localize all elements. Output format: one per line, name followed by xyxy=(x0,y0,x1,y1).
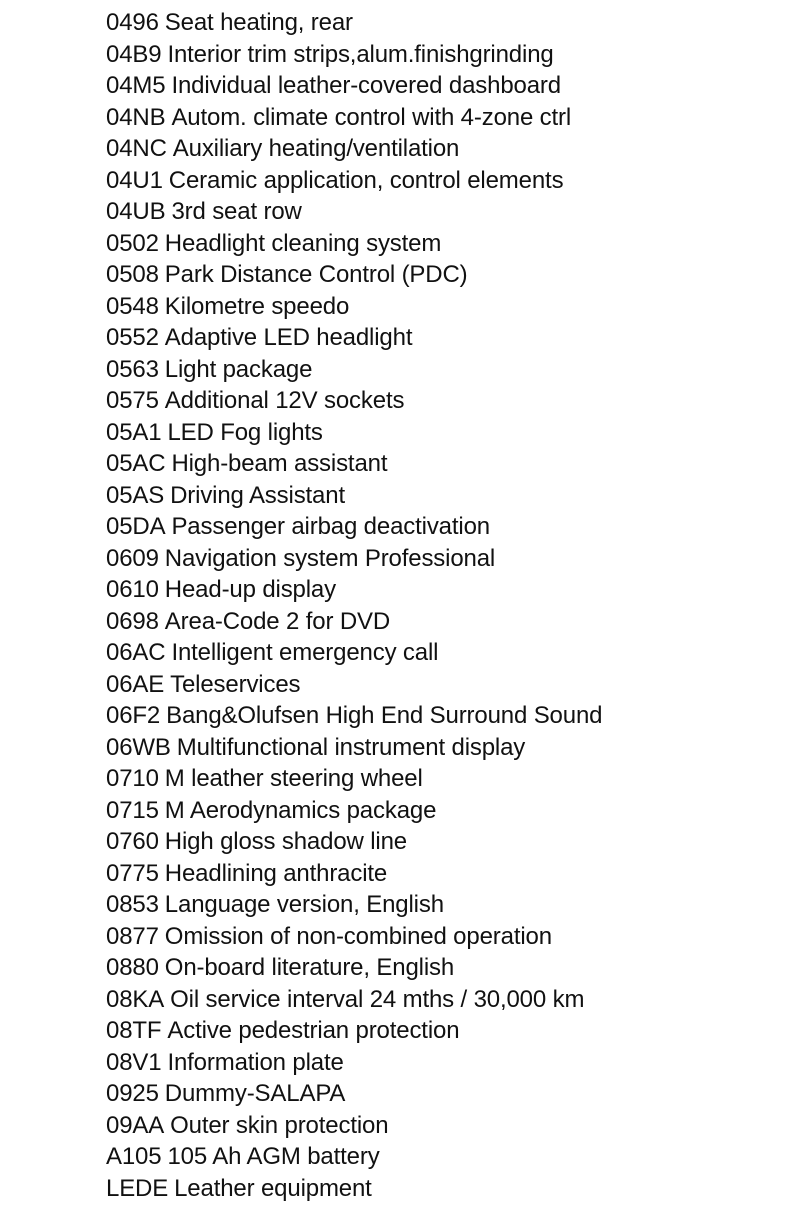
option-item xyxy=(106,7,602,39)
option-code: A105 xyxy=(106,1143,162,1170)
option-code: 06F2 xyxy=(106,702,161,729)
option-item xyxy=(106,1078,602,1110)
option-description: Headlight cleaning system xyxy=(164,229,442,257)
option-description: Area-Code 2 for DVD xyxy=(164,607,391,635)
option-item xyxy=(106,385,602,417)
option-description: M leather steering wheel xyxy=(164,765,423,792)
option-description: Driving Assistant xyxy=(170,481,345,509)
option-description: Additional 12V sockets xyxy=(164,387,405,414)
option-description: Seat heating, rear xyxy=(164,9,353,36)
option-item xyxy=(106,291,602,323)
option-description: M Aerodynamics package xyxy=(164,796,437,824)
option-item xyxy=(106,448,602,480)
option-item xyxy=(106,322,602,354)
option-description: High gloss shadow line xyxy=(164,828,407,855)
option-description: Interior trim strips,alum.finishgrinding xyxy=(167,40,554,68)
option-description: Oil service interval 24 mths / 30,000 km xyxy=(170,985,585,1013)
option-description: 105 Ah AGM battery xyxy=(167,1143,380,1170)
option-code: 08KA xyxy=(106,985,165,1013)
option-code: 06WB xyxy=(106,733,171,761)
option-description: Head-up display xyxy=(164,576,336,603)
option-item xyxy=(106,417,602,449)
option-description: Language version, English xyxy=(164,891,444,918)
option-code: 04NC xyxy=(106,135,167,162)
option-code: 0508 xyxy=(106,261,159,288)
option-code: 0853 xyxy=(106,891,159,918)
option-item xyxy=(106,921,602,953)
option-description: 3rd seat row xyxy=(171,198,302,225)
option-description: High-beam assistant xyxy=(171,450,388,477)
option-description: Individual leather-covered dashboard xyxy=(171,72,561,99)
option-code-list xyxy=(106,7,602,1204)
option-description: Leather equipment xyxy=(174,1174,372,1202)
option-item xyxy=(106,763,602,795)
option-code: 04NB xyxy=(106,103,166,131)
option-item xyxy=(106,984,602,1016)
option-code: 05AS xyxy=(106,481,165,509)
option-code: 0496 xyxy=(106,9,159,36)
option-item xyxy=(106,952,602,984)
option-item xyxy=(106,637,602,669)
option-description: On-board literature, English xyxy=(164,954,455,981)
option-item xyxy=(106,606,602,638)
option-item xyxy=(106,70,602,102)
option-item xyxy=(106,1015,602,1047)
option-description: Dummy-SALAPA xyxy=(164,1080,346,1107)
option-code: 05DA xyxy=(106,513,166,540)
option-description: Kilometre speedo xyxy=(164,292,350,320)
option-description: Active pedestrian protection xyxy=(167,1017,460,1044)
option-description: Intelligent emergency call xyxy=(171,639,439,666)
option-item xyxy=(106,889,602,921)
option-code: 0877 xyxy=(106,922,159,950)
option-description: Bang&Olufsen High End Surround Sound xyxy=(166,702,603,729)
option-code: 05A1 xyxy=(106,418,162,446)
option-item xyxy=(106,1173,602,1205)
option-code: 0610 xyxy=(106,576,159,603)
option-code: 0925 xyxy=(106,1080,159,1107)
option-code: 0563 xyxy=(106,355,159,383)
option-code: 0548 xyxy=(106,292,159,320)
option-item xyxy=(106,511,602,543)
option-code: 06AE xyxy=(106,670,165,698)
option-item xyxy=(106,1047,602,1079)
option-description: Information plate xyxy=(167,1048,344,1076)
option-description: Adaptive LED headlight xyxy=(164,324,413,351)
option-code: 0880 xyxy=(106,954,159,981)
option-code: 0715 xyxy=(106,796,159,824)
option-description: Auxiliary heating/ventilation xyxy=(172,135,460,162)
option-item xyxy=(106,1110,602,1142)
option-code: 04B9 xyxy=(106,40,162,68)
option-description: Light package xyxy=(164,355,313,383)
option-code: 08TF xyxy=(106,1017,162,1044)
option-code: 0575 xyxy=(106,387,159,414)
option-item xyxy=(106,228,602,260)
option-item xyxy=(106,1141,602,1173)
option-description: Omission of non-combined operation xyxy=(164,922,552,950)
option-item xyxy=(106,543,602,575)
option-code: 06AC xyxy=(106,639,166,666)
option-code: 04U1 xyxy=(106,166,163,194)
option-item xyxy=(106,196,602,228)
option-code: 04M5 xyxy=(106,72,166,99)
option-description: Autom. climate control with 4-zone ctrl xyxy=(171,103,572,131)
option-code: 0698 xyxy=(106,607,159,635)
option-item xyxy=(106,795,602,827)
option-description: Passenger airbag deactivation xyxy=(171,513,490,540)
option-description: Headlining anthracite xyxy=(164,859,388,887)
option-item xyxy=(106,259,602,291)
option-code: 05AC xyxy=(106,450,166,477)
option-item xyxy=(106,732,602,764)
option-item xyxy=(106,39,602,71)
option-description: Park Distance Control (PDC) xyxy=(164,261,468,288)
option-code: 0775 xyxy=(106,859,159,887)
option-code: LEDE xyxy=(106,1174,169,1202)
option-description: Ceramic application, control elements xyxy=(168,166,564,194)
option-item xyxy=(106,480,602,512)
option-item xyxy=(106,826,602,858)
option-item xyxy=(106,574,602,606)
option-code: 08V1 xyxy=(106,1048,162,1076)
option-item xyxy=(106,133,602,165)
option-item xyxy=(106,102,602,134)
option-description: Navigation system Professional xyxy=(164,544,496,572)
option-description: LED Fog lights xyxy=(167,418,323,446)
option-code: 09AA xyxy=(106,1111,165,1139)
option-code: 0502 xyxy=(106,229,159,257)
option-item xyxy=(106,165,602,197)
option-code: 0552 xyxy=(106,324,159,351)
option-description: Multifunctional instrument display xyxy=(176,733,526,761)
option-code: 0609 xyxy=(106,544,159,572)
option-item xyxy=(106,354,602,386)
option-item xyxy=(106,669,602,701)
option-code: 04UB xyxy=(106,198,166,225)
option-code: 0710 xyxy=(106,765,159,792)
option-item xyxy=(106,858,602,890)
option-description: Teleservices xyxy=(170,670,301,698)
option-item xyxy=(106,700,602,732)
option-description: Outer skin protection xyxy=(170,1111,389,1139)
option-code: 0760 xyxy=(106,828,159,855)
